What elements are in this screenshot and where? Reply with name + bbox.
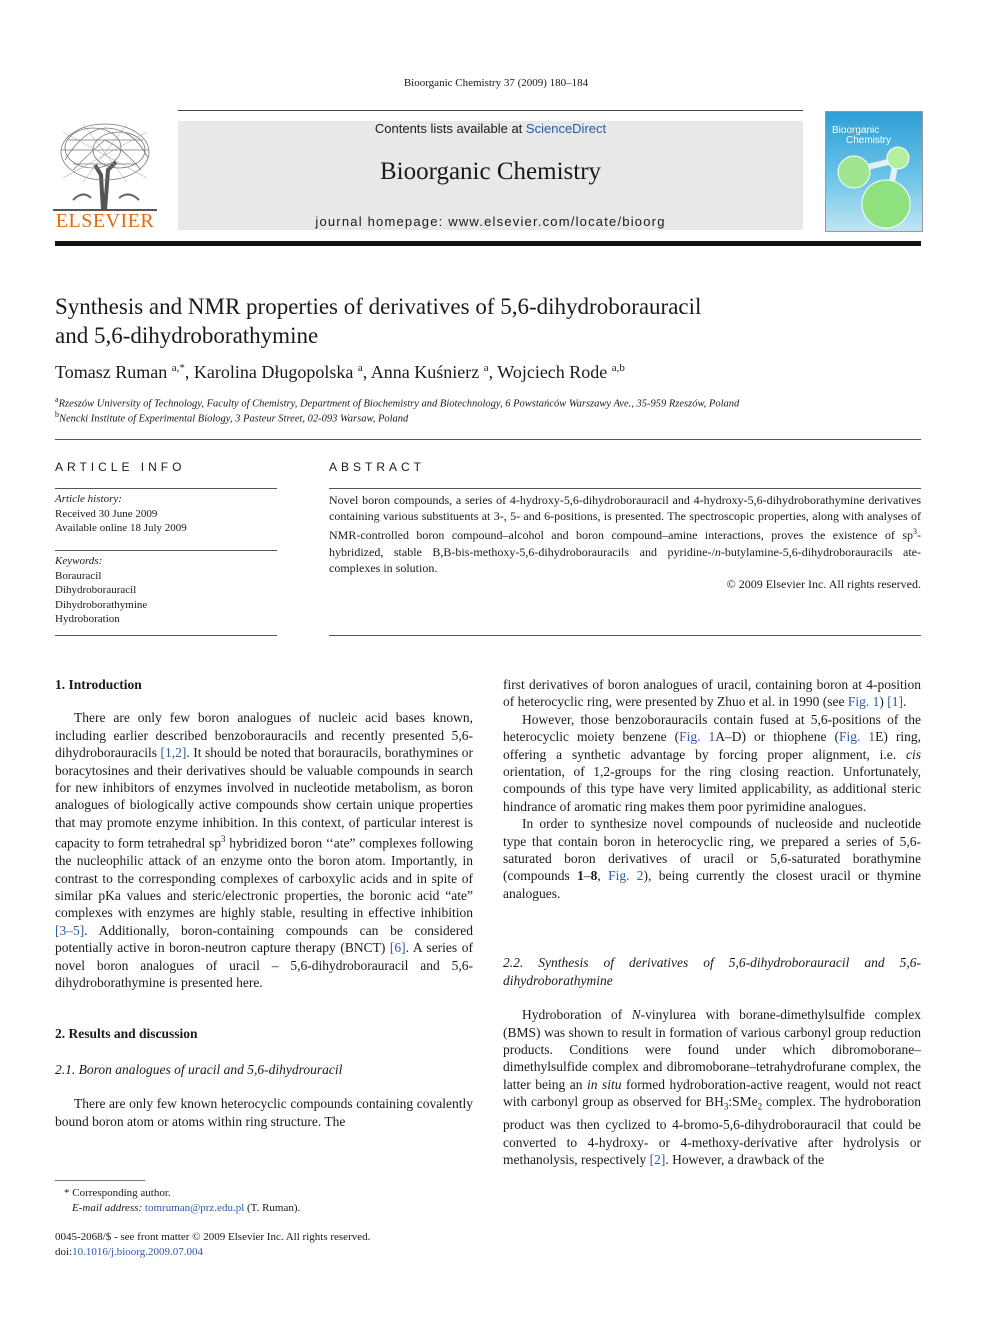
abstract-rule-top xyxy=(329,488,921,489)
info-rule-2 xyxy=(55,550,277,551)
contents-line xyxy=(178,121,803,136)
text-run: E) ring, offering a synthetic advantage by forcing proper alignment, i.e. xyxy=(503,729,921,762)
contents-prefix: Contents lists available at xyxy=(374,121,523,136)
superscript: 3 xyxy=(913,527,917,537)
text-run: There are only few boron analogues of nucleic acid bases known, including earlier described benzoborauracils and recently presented 5,6-dihydroborauracils xyxy=(55,710,473,761)
header-thick-rule xyxy=(55,241,921,246)
journal-homepage[interactable]: journal homepage: www.elsevier.com/locate/bioorg xyxy=(315,214,666,229)
author-list: Tomasz Ruman $^{a,*}$, Karolina Długopolska $^a$, Anna Kuśnierz $^a$, Wojciech Rode $^{a,b}$ xyxy=(55,362,625,382)
subscript: 2 xyxy=(757,1101,763,1112)
author-sup: a,* xyxy=(171,362,185,374)
citation-link[interactable]: [1,2] xyxy=(160,745,187,761)
corresponding-author-note: * Corresponding author. xyxy=(64,1187,171,1199)
author-sup: a xyxy=(483,362,489,374)
journal-reference: Bioorganic Chemistry 37 (2009) 180–184 xyxy=(403,77,589,89)
abstract-rule-bottom xyxy=(329,635,921,636)
italic-n: N xyxy=(631,1007,641,1023)
text-run: hybridized boron ‘‘ate” complexes following the nucleophilic attack of an enzyme onto the boron atom. Importantly, in contrast to the corresponding complexes of carboxylic acids and in spite of similar pKa values and steric/electronic properties, the boronic acid “ate” complexes with enzymes are highly stable, resulting in effective inhibition xyxy=(55,835,473,921)
text-run: A–D) or thiophene ( xyxy=(715,729,839,745)
author-name[interactable]: Karolina Długopolska xyxy=(193,362,354,382)
keywords-label: Keywords: xyxy=(55,555,103,567)
affiliation-sup: b xyxy=(55,410,59,419)
text-run: formed hydroboration-active reagent, would not react with carbonyl group as observed for BH xyxy=(503,1076,921,1110)
email-note xyxy=(64,1201,474,1216)
right-column xyxy=(503,676,921,1168)
text-run: . xyxy=(903,694,907,710)
intro-paragraph xyxy=(55,709,473,991)
text-run: Hydroboration of xyxy=(522,1007,632,1023)
header-rule xyxy=(178,110,803,111)
paragraph-synthesis-aim xyxy=(503,815,921,902)
doi-line xyxy=(55,1245,475,1260)
article-info-label: ARTICLE INFO xyxy=(55,460,186,474)
paragraph-benzoborauracils xyxy=(503,711,921,815)
citation-link[interactable]: [2] xyxy=(649,1152,666,1168)
subsection-heading-2-2: 2.2. Synthesis of derivatives of 5,6-dihydroborauracil and 5,6-dihydroborathymine xyxy=(503,955,921,988)
author-sup: a,b xyxy=(611,362,625,374)
elsevier-wordmark: ELSEVIER xyxy=(55,210,155,232)
text-run: – xyxy=(583,868,591,884)
italic-in-situ: in situ xyxy=(586,1076,622,1092)
subsection-heading-2-1: 2.1. Boron analogues of uracil and 5,6-dihydrouracil xyxy=(55,1061,343,1077)
available-date: Available online 18 July 2009 xyxy=(55,522,187,534)
affiliation-b xyxy=(55,410,408,425)
text-run: . Additionally, boron-containing compounds can be considered potentially active in boron-neutron capture therapy (BNCT) xyxy=(55,922,473,956)
text-run: :SMe xyxy=(728,1094,758,1110)
affiliation-text: Nencki Institute of Experimental Biology, 3 Pasteur Street, 02-093 Warsaw, Poland xyxy=(59,413,409,425)
keyword: Dihydroborathymine xyxy=(55,598,148,611)
keywords xyxy=(55,554,277,627)
compound-number: 8 xyxy=(590,868,598,884)
doi-prefix: doi: xyxy=(55,1245,73,1258)
author-sup: a xyxy=(357,362,363,374)
doi-link[interactable]: 10.1016/j.bioorg.2009.07.004 xyxy=(72,1245,204,1258)
footnotes xyxy=(64,1186,474,1215)
paragraph-2-1: There are only few known heterocyclic compounds containing covalently bound boron atom or atoms within ring structure. The xyxy=(55,1096,473,1129)
abstract-text xyxy=(329,492,921,592)
text-run: , xyxy=(597,868,609,884)
figure-link[interactable]: Fig. 2 xyxy=(608,868,644,884)
figure-link[interactable]: Fig. 1 xyxy=(847,694,880,710)
italic-n: n xyxy=(714,544,721,559)
elsevier-tree-icon xyxy=(53,120,157,212)
abstract-part: -hybridized, stable B,B-bis-methoxy-5,6-dihydroborauracils and pyridine-/ xyxy=(329,528,921,559)
info-rule-3 xyxy=(55,635,277,636)
keyword: Hydroboration xyxy=(55,613,120,625)
text-run: ), being currently the closest uracil or thymine analogues. xyxy=(503,868,921,901)
citation-link[interactable]: [6] xyxy=(389,940,406,956)
imprint xyxy=(55,1230,475,1259)
text-run: In order to synthesize novel compounds of nucleoside and nucleotide type that contain boron in heterocyclic ring, we prepared a series of 5,6-saturated boron derivatives of uracil or 5,6-saturated borathymine (compounds xyxy=(503,816,921,884)
paragraph-continued xyxy=(503,676,921,711)
cover-title-line1: Bioorganic xyxy=(832,125,880,136)
info-rule-1 xyxy=(55,488,277,489)
text-run: -vinylurea with borane-dimethylsulfide complex (BMS) was shown to result in formation of various carbonyl group reduction products. Conditions were found under which dibromoborane–dimethylsulfide complex and dibromoborane–tetrahydrofurane complex, the latter being an xyxy=(503,1007,921,1092)
cover-molecule-icon xyxy=(826,112,922,231)
sciencedirect-link[interactable]: ScienceDirect xyxy=(525,121,607,136)
article-history xyxy=(55,492,277,536)
left-column xyxy=(55,676,473,1130)
affiliation-sup: a xyxy=(55,395,59,404)
email-suffix: (T. Ruman). xyxy=(244,1201,301,1214)
cover-title-line2: Chemistry xyxy=(846,135,892,146)
copyright: © 2009 Elsevier Inc. All rights reserved. xyxy=(726,577,921,592)
journal-cover xyxy=(825,111,923,232)
received-date: Received 30 June 2009 xyxy=(55,507,158,520)
author-name[interactable]: Anna Kuśnierz xyxy=(370,362,480,382)
text-run: first derivatives of boron analogues of uracil, containing boron at 4-position of heterocyclic ring, were presented by Zhuo et al. in 1990 (see xyxy=(503,677,921,710)
section-heading-introduction: 1. Introduction xyxy=(55,677,142,692)
text-run: . It should be noted that borauracils, borathymines or boracytosines and their derivatives should be valuable compounds in search for new inhibitors of enzymes involved in nucleotide metabolism, as boron analogues of biologically active compounds show certain unique properties that may promote enzyme inhibition. In this context, of particular interest is capacity to form tetrahedral sp xyxy=(55,745,473,851)
text-run: . However, a drawback of the xyxy=(665,1152,825,1168)
italic-cis: cis xyxy=(906,746,921,762)
title-rule xyxy=(55,439,921,440)
abstract-part: -butylamine-5,6-dihydroborauracils ate-complexes in solution. xyxy=(329,544,921,575)
compound-number: 1 xyxy=(577,868,584,884)
email-label: E-mail address: xyxy=(72,1201,143,1214)
footnote-rule xyxy=(55,1180,145,1181)
issn-line: 0045-2068/$ - see front matter © 2009 Elsevier Inc. All rights reserved. xyxy=(55,1231,371,1243)
citation-link[interactable]: [3–5] xyxy=(55,922,85,938)
citation-link[interactable]: [1] xyxy=(887,694,904,710)
title-line-1: Synthesis and NMR properties of derivatives of 5,6-dihydroborauracil xyxy=(55,294,702,319)
subscript: 3 xyxy=(723,1101,729,1112)
author-name[interactable]: Wojciech Rode xyxy=(497,362,608,382)
abstract-label: ABSTRACT xyxy=(329,460,426,474)
abstract-part: Novel boron compounds, a series of 4-hydroxy-5,6-dihydroborauracil and 4-hydroxy-5,6-dihydroborathymine derivatives containing various substituents at 3-, 5- and 6-positions, is presented. The spectroscopic properties, along with analyses of NMR-controlled boron compound–alcohol and boron compound–amine interactions, proves the existence of sp xyxy=(329,493,921,543)
text-run: orientation, of 1,2-groups for the ring closing reaction. Unfortunately, compounds of this type have very limited applicability, as additional steric hindrance of aromatic ring makes them poor pyrimidine analogues. xyxy=(503,764,921,814)
email-link[interactable]: tomruman@prz.edu.pl xyxy=(144,1201,245,1214)
keyword: Dihydroborauracil xyxy=(55,584,137,596)
figure-link[interactable]: Fig. 1 xyxy=(839,729,876,745)
text-run: . A series of novel boron analogues of uracil – 5,6-dihydroborauracil and 5,6-dihydroborathymine is presented here. xyxy=(55,940,473,990)
figure-link[interactable]: Fig. 1 xyxy=(679,729,716,745)
paragraph-hydroboration xyxy=(503,1006,921,1168)
history-label: Article history: xyxy=(55,493,122,505)
title-line-2: and 5,6-dihydroborathymine xyxy=(55,323,319,348)
keyword: Borauracil xyxy=(55,569,102,582)
author-name[interactable]: Tomasz Ruman xyxy=(55,362,168,382)
journal-name: Bioorganic Chemistry xyxy=(379,158,602,185)
section-heading-results: 2. Results and discussion xyxy=(55,1026,198,1042)
article-title xyxy=(55,292,915,350)
text-run: complex. The hydroboration product was then cyclized to 4-bromo-5,6-dihydroborauracil that could be converted to 4-hydroxy- or 4-methoxy-derivative after hydrolysis or methanolysis, respectively xyxy=(503,1094,921,1168)
elsevier-logo xyxy=(53,120,157,232)
text-run: However, those benzoborauracils contain fused at 5,6-positions of the heterocyclic moiety benzene ( xyxy=(503,711,921,745)
text-run: ) xyxy=(879,694,888,710)
affiliation-text: Rzeszów University of Technology, Faculty of Chemistry, Department of Biochemistry and Biotechnology, 6 Powstańców Warszawy Ave., 35-959 Rzeszów, Poland xyxy=(58,398,740,410)
superscript: 3 xyxy=(221,834,226,845)
affiliation-a xyxy=(55,395,739,410)
